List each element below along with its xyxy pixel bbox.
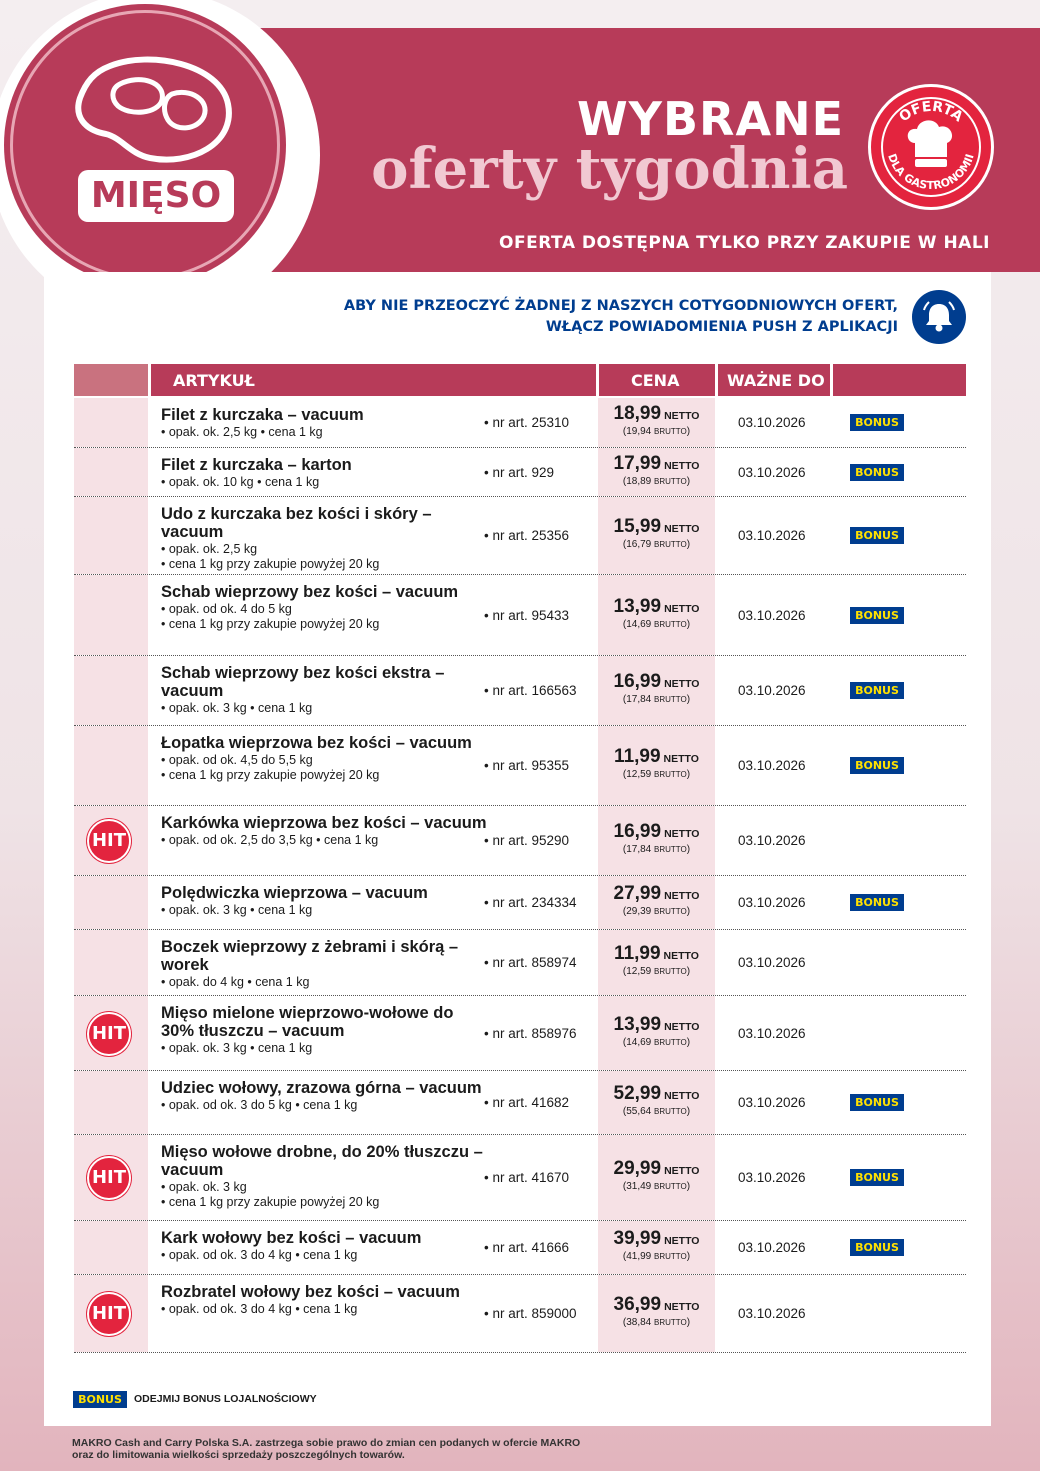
netto-label: NETTO [663, 753, 699, 765]
category-badge: MIĘSO [78, 170, 234, 222]
brutto-label: BRUTTO [654, 1037, 687, 1047]
product-name: Kark wołowy bez kości – vacuum [161, 1229, 422, 1247]
price-block: 13,99 NETTO (14,69 BRUTTO) [613, 1013, 700, 1048]
valid-until-date: 03.10.2026 [738, 464, 806, 480]
article-number: • nr art. 25310 [484, 415, 570, 430]
article-number: • nr art. 41670 [484, 1170, 570, 1185]
bonus-badge: BONUS [850, 1239, 904, 1256]
bonus-badge: BONUS [850, 527, 904, 544]
valid-until-date: 03.10.2026 [738, 528, 806, 543]
product-name-block [161, 1229, 491, 1262]
price-brutto: (31,49 [622, 1181, 652, 1192]
brutto-label: BRUTTO [654, 1182, 687, 1191]
article-number: • nr art. 25356 [484, 528, 570, 543]
product-name: Schab wieprzowy bez kości – vacuum [161, 583, 459, 601]
product-detail: • opak. od ok. 3 do 4 kg • cena 1 kg [161, 1248, 358, 1262]
table-row [74, 1135, 966, 1221]
bell-icon[interactable] [912, 290, 966, 344]
article-number: • nr art. 234334 [484, 895, 577, 910]
push-notice [344, 296, 898, 338]
price-netto: 52,99 [613, 1083, 662, 1104]
valid-until-date: 03.10.2026 [738, 1095, 806, 1110]
hall-notice: OFERTA DOSTĘPNA TYLKO PRZY ZAKUPIE W HALI [499, 233, 990, 253]
brutto-label: BRUTTO [654, 1318, 687, 1327]
bonus-badge: BONUS [850, 607, 904, 624]
netto-label: NETTO [664, 1165, 700, 1177]
product-name: Udziec wołowy, zrazowa górna – vacuum [161, 1079, 482, 1097]
product-name-block [161, 938, 491, 989]
price-block: 11,99 NETTO (12,59 BRUTTO) [614, 943, 699, 977]
netto-label: NETTO [664, 602, 700, 615]
valid-until-date: 03.10.2026 [738, 1306, 806, 1321]
netto-label: NETTO [664, 828, 700, 840]
netto-label: NETTO [664, 459, 700, 472]
column-article: ARTYKUŁ [173, 371, 255, 390]
valid-until-date: 03.10.2026 [738, 607, 806, 623]
article-number: • nr art. 41682 [484, 1095, 570, 1110]
price-brutto: (17,84 [622, 844, 652, 855]
price-block: 27,99 NETTO (29,39 BRUTTO) [613, 883, 700, 917]
product-name: Filet z kurczaka – karton [161, 456, 352, 474]
column-valid-until: WAŻNE DO [727, 371, 825, 390]
brutto-label: BRUTTO [654, 967, 687, 976]
price-netto: 36,99 [613, 1294, 662, 1315]
valid-until-date: 03.10.2026 [738, 955, 806, 970]
article-number: • nr art. 95433 [484, 607, 570, 623]
price-block: 16,99 NETTO (17,84 BRUTTO) [613, 671, 700, 705]
netto-label: NETTO [664, 523, 700, 535]
page-subtitle: oferty tygodnia [371, 136, 848, 202]
bonus-badge: BONUS [850, 1169, 904, 1186]
brutto-label: BRUTTO [654, 695, 687, 704]
article-number: • nr art. 859000 [484, 1306, 577, 1321]
price-netto: 16,99 [613, 821, 662, 842]
product-name-block [161, 456, 491, 489]
product-detail: • opak. ok. 2,5 kg • cena 1 kg [161, 425, 323, 439]
price-block: 13,99 NETTO (14,69 BRUTTO) [613, 595, 700, 630]
brutto-label: BRUTTO [654, 907, 687, 916]
product-detail: • opak. ok. 10 kg • cena 1 kg [161, 475, 320, 489]
price-brutto: (12,59 [622, 769, 652, 780]
page-title: WYBRANE [576, 92, 844, 146]
table-row [74, 996, 966, 1071]
product-detail: • opak. ok. 2,5 kg [161, 542, 258, 556]
hit-badge: HIT [87, 1012, 131, 1056]
product-name: Mięso wołowe drobne, do 20% tłuszczu – vacuum [161, 1143, 483, 1179]
price-brutto: (12,59 [622, 966, 652, 977]
table-row [74, 656, 966, 726]
netto-label: NETTO [664, 890, 700, 902]
price-block: 18,99 NETTO (19,94 BRUTTO) [613, 403, 700, 437]
product-name-block [161, 814, 491, 847]
hit-badge: HIT [87, 1156, 131, 1200]
product-detail: • opak. do 4 kg • cena 1 kg [161, 975, 310, 989]
bonus-badge: BONUS [850, 1094, 904, 1111]
article-number: • nr art. 929 [484, 464, 555, 480]
article-number: • nr art. 858974 [484, 955, 577, 970]
push-line-2: WŁĄCZ POWIADOMIENIA PUSH Z APLIKACJI [545, 319, 898, 335]
table-row [74, 398, 966, 448]
price-block: 11,99 NETTO (12,59 BRUTTO) [614, 746, 699, 780]
valid-until-date: 03.10.2026 [738, 1240, 806, 1255]
footer-disclaimer [72, 1437, 580, 1461]
price-netto: 15,99 [613, 516, 662, 537]
product-name-block [161, 1079, 491, 1112]
column-price: CENA [631, 371, 680, 390]
hit-badge: HIT [87, 819, 131, 863]
brutto-label: BRUTTO [654, 619, 687, 629]
product-name-block [161, 1283, 491, 1316]
netto-label: NETTO [664, 1020, 700, 1033]
article-number: • nr art. 95355 [484, 758, 570, 773]
price-block: 16,99 NETTO (17,84 BRUTTO) [613, 821, 700, 855]
product-name: Rozbratel wołowy bez kości – vacuum [161, 1283, 460, 1301]
table-header [74, 364, 966, 396]
brutto-label: BRUTTO [654, 476, 687, 486]
valid-until-date: 03.10.2026 [738, 833, 806, 848]
article-number: • nr art. 95290 [484, 833, 570, 848]
bonus-badge: BONUS [850, 464, 904, 481]
product-detail: • cena 1 kg przy zakupie powyżej 20 kg [161, 617, 380, 631]
price-netto: 11,99 [614, 746, 661, 767]
brutto-label: BRUTTO [654, 1252, 687, 1261]
valid-until-date: 03.10.2026 [738, 1025, 806, 1041]
product-name-block [161, 583, 491, 631]
price-block: 36,99 NETTO (38,84 BRUTTO) [613, 1294, 700, 1328]
product-name: Boczek wieprzowy z żebrami i skórą – worek [161, 938, 459, 974]
price-brutto: (38,84 [622, 1317, 652, 1328]
price-netto: 13,99 [613, 1013, 662, 1035]
price-brutto: (14,69 [622, 1036, 652, 1048]
price-brutto: (16,79 [622, 539, 652, 550]
product-detail: • opak. ok. 3 kg • cena 1 kg [161, 701, 313, 715]
footer-line-1: MAKRO Cash and Carry Polska S.A. zastrzega sobie prawo do zmian cen podanych w ofercie MAKRO [72, 1437, 581, 1449]
hit-badge: HIT [87, 1292, 131, 1336]
bonus-badge: BONUS [850, 757, 904, 774]
product-detail: • opak. od ok. 2,5 do 3,5 kg • cena 1 kg [161, 833, 379, 847]
legend-bonus-badge: BONUS [73, 1391, 127, 1408]
product-detail: • cena 1 kg przy zakupie powyżej 20 kg [161, 557, 380, 571]
article-number: • nr art. 166563 [484, 683, 577, 698]
brutto-label: BRUTTO [654, 845, 687, 854]
price-brutto: (55,64 [622, 1106, 652, 1117]
price-netto: 27,99 [613, 883, 662, 904]
price-netto: 18,99 [613, 403, 662, 424]
netto-label: NETTO [664, 1235, 700, 1247]
netto-label: NETTO [664, 1301, 700, 1313]
table-row [74, 1275, 966, 1353]
svg-text:OFERTA: OFERTA [896, 98, 966, 126]
price-brutto: (19,94 [622, 426, 652, 437]
product-name: Mięso mielone wieprzowo-wołowe do 30% tłuszczu – vacuum [161, 1004, 454, 1040]
product-detail: • opak. od ok. 3 do 5 kg • cena 1 kg [161, 1098, 358, 1112]
table-row [74, 930, 966, 996]
product-name-block [161, 734, 491, 782]
product-name: Udo z kurczaka bez kości i skóry – vacuum [161, 505, 432, 541]
product-name-block [161, 1143, 491, 1209]
price-netto: 16,99 [613, 671, 662, 692]
netto-label: NETTO [664, 678, 700, 690]
table-row [74, 726, 966, 806]
table-row [74, 1221, 966, 1275]
price-netto: 17,99 [613, 452, 662, 474]
legend-text: ODEJMIJ BONUS LOJALNOŚCIOWY [134, 1393, 317, 1405]
product-name-block [161, 884, 491, 917]
table-row [74, 448, 966, 497]
price-block: 15,99 NETTO (16,79 BRUTTO) [613, 516, 700, 550]
valid-until-date: 03.10.2026 [738, 1170, 806, 1185]
offer-table [74, 398, 966, 1353]
product-name-block [161, 505, 491, 571]
product-detail: • opak. ok. 3 kg • cena 1 kg [161, 903, 313, 917]
gastronomy-stamp [868, 84, 994, 210]
product-detail: • opak. ok. 3 kg • cena 1 kg [161, 1041, 313, 1055]
article-number: • nr art. 858976 [484, 1025, 577, 1041]
chef-hat-icon [871, 87, 991, 207]
price-block: 17,99 NETTO (18,89 BRUTTO) [613, 452, 700, 487]
brutto-label: BRUTTO [654, 1107, 687, 1116]
product-name-block [161, 664, 491, 715]
footer-line-2: oraz do limitowania wielkości sprzedaży poszczególnych towarów. [72, 1449, 405, 1461]
product-detail: • opak. ok. 3 kg [161, 1180, 247, 1194]
valid-until-date: 03.10.2026 [738, 758, 806, 773]
price-block: 29,99 NETTO (31,49 BRUTTO) [613, 1158, 700, 1192]
table-row [74, 876, 966, 930]
svg-text:DLA GASTRONOMII: DLA GASTRONOMII [885, 152, 977, 193]
product-name: Karkówka wieprzowa bez kości – vacuum [161, 814, 487, 832]
valid-until-date: 03.10.2026 [738, 683, 806, 698]
price-netto: 39,99 [613, 1228, 662, 1249]
bonus-badge: BONUS [850, 682, 904, 699]
table-row [74, 806, 966, 876]
bonus-badge: BONUS [850, 894, 904, 911]
brutto-label: BRUTTO [654, 427, 687, 436]
table-row [74, 1071, 966, 1135]
table-row [74, 575, 966, 656]
product-name-block [161, 406, 491, 439]
price-brutto: (29,39 [622, 906, 652, 917]
steak-icon [70, 54, 240, 174]
product-detail: • opak. od ok. 4 do 5 kg [161, 602, 292, 616]
valid-until-date: 03.10.2026 [738, 415, 806, 430]
price-netto: 29,99 [613, 1158, 662, 1179]
table-row [74, 497, 966, 575]
price-brutto: (17,84 [622, 694, 652, 705]
price-brutto: (18,89 [622, 475, 652, 487]
product-detail: • opak. od ok. 4,5 do 5,5 kg [161, 753, 313, 767]
product-detail: • cena 1 kg przy zakupie powyżej 20 kg [161, 1195, 380, 1209]
price-block: 39,99 NETTO (41,99 BRUTTO) [613, 1228, 700, 1262]
product-name: Polędwiczka wieprzowa – vacuum [161, 884, 428, 902]
brutto-label: BRUTTO [654, 770, 687, 779]
price-brutto: (14,69 [622, 618, 652, 630]
valid-until-date: 03.10.2026 [738, 895, 806, 910]
product-name-block [161, 1004, 491, 1055]
product-detail: • opak. od ok. 3 do 4 kg • cena 1 kg [161, 1302, 358, 1316]
product-name: Schab wieprzowy bez kości ekstra – vacuum [161, 664, 445, 700]
price-netto: 11,99 [614, 943, 661, 964]
product-detail: • cena 1 kg przy zakupie powyżej 20 kg [161, 768, 380, 782]
netto-label: NETTO [664, 1090, 700, 1102]
push-line-1: ABY NIE PRZEOCZYĆ ŻADNEJ Z NASZYCH COTYGODNIOWYCH OFERT, [343, 298, 898, 314]
product-name: Filet z kurczaka – vacuum [161, 406, 364, 424]
price-netto: 13,99 [613, 595, 662, 617]
brutto-label: BRUTTO [654, 540, 687, 549]
netto-label: NETTO [663, 950, 699, 962]
product-name: Łopatka wieprzowa bez kości – vacuum [161, 734, 472, 752]
bonus-badge: BONUS [850, 414, 904, 431]
price-brutto: (41,99 [622, 1251, 652, 1262]
netto-label: NETTO [664, 410, 700, 422]
price-block: 52,99 NETTO (55,64 BRUTTO) [613, 1083, 700, 1117]
article-number: • nr art. 41666 [484, 1240, 570, 1255]
